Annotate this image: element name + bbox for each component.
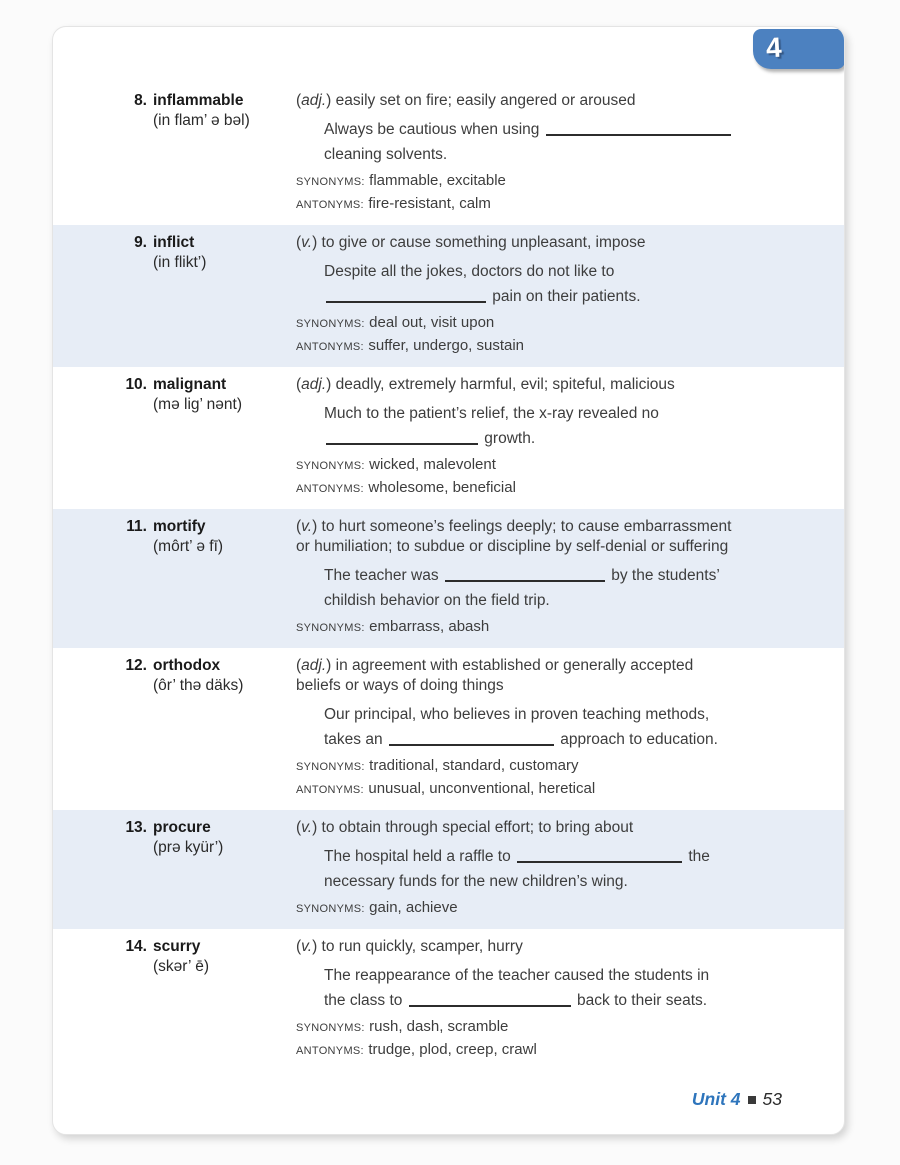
entry-example-sentence xyxy=(296,117,799,167)
part-of-speech: (adj.) xyxy=(296,92,336,109)
answer-blank-line xyxy=(445,568,605,582)
synonyms-label: SYNONYMS: xyxy=(296,1022,365,1034)
entry-example-sentence xyxy=(296,963,799,1013)
entry-word: inflict xyxy=(153,234,195,251)
part-of-speech: (v.) xyxy=(296,234,322,251)
entry-detail-column xyxy=(296,91,799,214)
entry-number: 9. xyxy=(134,234,147,251)
footer-page-number: 53 xyxy=(762,1089,782,1109)
entry-pronunciation: (in flam’ ə bəl) xyxy=(153,112,250,129)
entry-example-sentence xyxy=(296,563,799,613)
entry-synonyms xyxy=(296,899,799,918)
entry-antonyms xyxy=(296,1041,799,1060)
entry-antonyms xyxy=(296,479,799,498)
answer-blank-line xyxy=(389,732,554,746)
entry-word-column xyxy=(121,517,296,637)
entry-antonyms xyxy=(296,195,799,214)
page-footer xyxy=(53,1089,844,1134)
unit-tab-number: 4 xyxy=(765,31,783,64)
sentence-text: Always be cautious when using xyxy=(324,121,544,138)
antonyms-values: trudge, plod, creep, crawl xyxy=(368,1041,537,1058)
entry-word-line xyxy=(121,818,296,838)
entry-word: inflammable xyxy=(153,92,244,109)
sentence-text: back to their seats. xyxy=(572,992,708,1009)
entry-word-column xyxy=(121,375,296,498)
entry-word: scurry xyxy=(153,938,201,955)
answer-blank-line xyxy=(409,993,571,1007)
entry-synonyms xyxy=(296,1018,799,1037)
answer-blank-line xyxy=(546,122,731,136)
entry-definition xyxy=(296,91,736,111)
entry-definition xyxy=(296,517,736,557)
part-of-speech: (v.) xyxy=(296,518,322,535)
antonyms-values: wholesome, beneficial xyxy=(368,479,516,496)
entry-definition xyxy=(296,233,736,253)
antonyms-label: ANTONYMS: xyxy=(296,784,364,796)
sentence-text: takes an xyxy=(324,731,387,748)
entry-word-line xyxy=(121,656,296,676)
antonyms-label: ANTONYMS: xyxy=(296,1045,364,1057)
entry-number: 8. xyxy=(134,92,147,109)
antonyms-label: ANTONYMS: xyxy=(296,199,364,211)
footer-unit-label: Unit 4 xyxy=(691,1089,741,1109)
entry-synonyms xyxy=(296,456,799,475)
entry-example-sentence xyxy=(296,259,799,309)
synonyms-values: wicked, malevolent xyxy=(369,456,496,473)
entry-word-line xyxy=(121,937,296,957)
sentence-text: the class to xyxy=(324,992,407,1009)
antonyms-values: unusual, unconventional, heretical xyxy=(368,780,596,797)
answer-blank-line xyxy=(517,849,682,863)
sentence-text: by the students’ xyxy=(606,567,720,584)
antonyms-values: fire-resistant, calm xyxy=(368,195,491,212)
synonyms-label: SYNONYMS: xyxy=(296,318,365,330)
entry-definition xyxy=(296,818,736,838)
antonyms-values: suffer, undergo, sustain xyxy=(368,337,525,354)
sentence-text: Despite all the jokes, doctors do not like to xyxy=(324,263,615,280)
antonyms-label: ANTONYMS: xyxy=(296,483,364,495)
synonyms-label: SYNONYMS: xyxy=(296,460,365,472)
entry-detail-column xyxy=(296,517,799,637)
entry-detail-column xyxy=(296,233,799,356)
definition-text: to obtain through special effort; to bring about xyxy=(321,819,634,836)
entry-synonyms xyxy=(296,172,799,191)
entry-word-column xyxy=(121,91,296,214)
definition-text: easily set on fire; easily angered or aroused xyxy=(335,92,636,109)
definition-text: to run quickly, scamper, hurry xyxy=(321,938,523,955)
sentence-text: Much to the patient’s relief, the x-ray revealed no xyxy=(324,405,659,422)
entry-example-sentence xyxy=(296,844,799,894)
sentence-text: The hospital held a raffle to xyxy=(324,848,516,865)
sentence-text: approach to education. xyxy=(555,731,718,748)
vocab-entry-row xyxy=(53,929,844,1071)
entry-definition xyxy=(296,656,736,696)
synonyms-values: gain, achieve xyxy=(369,899,458,916)
entry-word-line xyxy=(121,233,296,253)
synonyms-label: SYNONYMS: xyxy=(296,622,365,634)
entry-pronunciation: (môrt’ ə fī) xyxy=(153,538,224,555)
entry-pronunciation: (ôr’ thə däks) xyxy=(153,677,244,694)
entry-detail-column xyxy=(296,937,799,1060)
entry-word: orthodox xyxy=(153,657,221,674)
part-of-speech: (v.) xyxy=(296,938,322,955)
entry-word: mortify xyxy=(153,518,206,535)
part-of-speech: (adj.) xyxy=(296,657,336,674)
entry-pronunciation: (skər’ ē) xyxy=(153,958,209,975)
synonyms-values: deal out, visit upon xyxy=(369,314,495,331)
sentence-text: The reappearance of the teacher caused the students in xyxy=(324,967,710,984)
book-page-card xyxy=(52,26,845,1135)
antonyms-label: ANTONYMS: xyxy=(296,341,364,353)
part-of-speech: (adj.) xyxy=(296,376,336,393)
definition-text: to hurt someone’s feelings deeply; to cause embarrassment or humiliation; to subdue or discipline by self-denial or suffering xyxy=(296,518,732,555)
entry-word: malignant xyxy=(153,376,227,393)
entry-word-line xyxy=(121,375,296,395)
entry-word-column xyxy=(121,233,296,356)
synonyms-values: rush, dash, scramble xyxy=(369,1018,509,1035)
definition-text: to give or cause something unpleasant, impose xyxy=(321,234,646,251)
entry-number: 12. xyxy=(125,657,147,674)
sentence-text: cleaning solvents. xyxy=(324,146,448,163)
entry-antonyms xyxy=(296,337,799,356)
synonyms-label: SYNONYMS: xyxy=(296,761,365,773)
synonyms-values: embarrass, abash xyxy=(369,618,490,635)
vocab-entry-row xyxy=(53,509,844,648)
vocab-entry-row xyxy=(53,225,844,367)
entry-detail-column xyxy=(296,375,799,498)
entry-word-column xyxy=(121,937,296,1060)
sentence-text: the xyxy=(684,848,710,865)
answer-blank-line xyxy=(326,289,486,303)
synonyms-values: traditional, standard, customary xyxy=(369,757,579,774)
unit-number-tab xyxy=(753,29,845,69)
vocab-entry-list xyxy=(53,27,844,1071)
sentence-text: pain on their patients. xyxy=(488,288,641,305)
sentence-text: childish behavior on the field trip. xyxy=(324,592,550,609)
vocab-entry-row xyxy=(53,83,844,225)
synonyms-label: SYNONYMS: xyxy=(296,903,365,915)
entry-word-column xyxy=(121,656,296,799)
entry-number: 11. xyxy=(126,518,147,535)
entry-pronunciation: (in flikt’) xyxy=(153,254,207,271)
entry-synonyms xyxy=(296,314,799,333)
entry-word-line xyxy=(121,91,296,111)
vocab-entry-row xyxy=(53,648,844,810)
entry-example-sentence xyxy=(296,702,799,752)
sentence-text: necessary funds for the new children’s wing. xyxy=(324,873,628,890)
sentence-text: Our principal, who believes in proven teaching methods, xyxy=(324,706,710,723)
entry-synonyms xyxy=(296,757,799,776)
entry-word-line xyxy=(121,517,296,537)
definition-text: in agreement with established or generally accepted beliefs or ways of doing things xyxy=(296,657,694,694)
entry-pronunciation: (prə kyür’) xyxy=(153,839,224,856)
part-of-speech: (v.) xyxy=(296,819,322,836)
synonyms-label: SYNONYMS: xyxy=(296,176,365,188)
definition-text: deadly, extremely harmful, evil; spiteful, malicious xyxy=(335,376,675,393)
entry-example-sentence xyxy=(296,401,799,451)
entry-synonyms xyxy=(296,618,799,637)
vocab-entry-row xyxy=(53,810,844,929)
entry-detail-column xyxy=(296,818,799,918)
synonyms-values: flammable, excitable xyxy=(369,172,506,189)
entry-pronunciation: (mə lig’ nənt) xyxy=(153,396,243,413)
entry-number: 14. xyxy=(125,938,147,955)
entry-antonyms xyxy=(296,780,799,799)
entry-detail-column xyxy=(296,656,799,799)
sentence-text: The teacher was xyxy=(324,567,443,584)
sentence-text: growth. xyxy=(480,430,536,447)
footer-square-bullet-icon xyxy=(748,1096,756,1104)
entry-word-column xyxy=(121,818,296,918)
answer-blank-line xyxy=(326,431,478,445)
entry-definition xyxy=(296,937,736,957)
entry-number: 10. xyxy=(125,376,147,393)
entry-number: 13. xyxy=(125,819,147,836)
entry-definition xyxy=(296,375,736,395)
vocab-entry-row xyxy=(53,367,844,509)
entry-word: procure xyxy=(153,819,211,836)
